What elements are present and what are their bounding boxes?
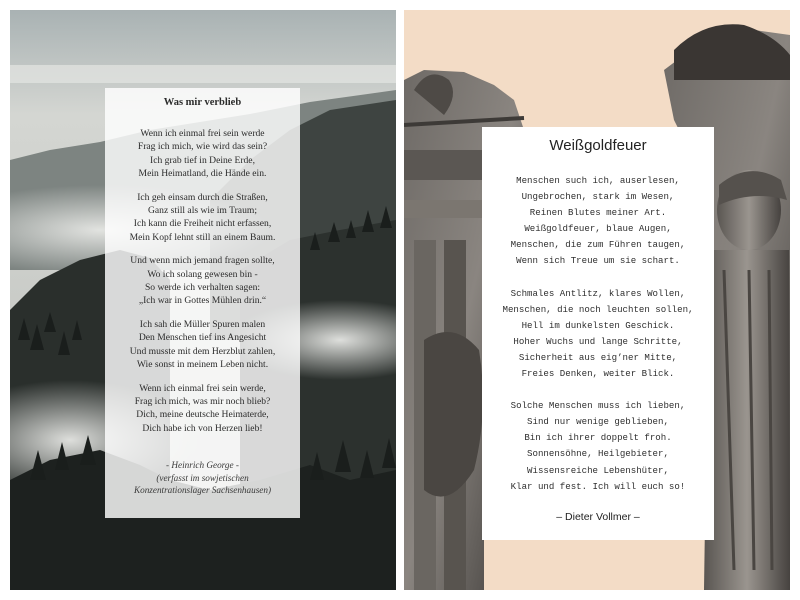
poem-line: Menschen, die noch leuchten sollen, [502,303,694,315]
poem-line: Solche Menschen muss ich lieben, [510,400,686,412]
poem-line: Menschen such ich, auserlesen, [516,175,680,186]
poem-stanza [105,318,300,372]
poem-line: Hoher Wuchs und lange Schritte, [513,335,683,347]
poem-line: Wie sonst in meinem Leben nicht. [136,359,269,371]
left-poem-title: Was mir verblieb [163,97,242,108]
poem-line: Ich grab tief in Deine Erde, [150,154,255,166]
poem-line: Sind nur wenige geblieben, [527,416,669,428]
right-poem-title: Weißgoldfeuer [549,137,647,154]
poem-stanza [105,382,300,436]
poem-stanza [482,398,714,495]
poem-stanza [482,173,714,270]
poem-line: Weißgoldfeuer, blaue Augen, [524,223,672,235]
poem-line: Sicherheit aus eig’ner Mitte, [518,351,678,363]
poem-line: „Ich war in Gottes Mühlen drin.“ [138,295,267,307]
poem-stanza [105,127,300,181]
poem-line: Wo ich solang gewesen bin - [147,268,258,280]
poem-line: Schmales Antlitz, klares Wollen, [510,287,686,299]
poem-line: Frag ich mich, was mir noch blieb? [134,395,271,407]
poem-stanza [482,286,714,383]
poem-line: Klar und fest. Ich will euch so! [510,480,686,492]
poem-line: Freies Denken, weiter Blick. [521,368,675,380]
poem-line: Ich geh einsam durch die Straßen, [137,191,268,203]
poem-line: Frag ich mich, wie wird das sein? [137,141,268,153]
right-poem-card [482,127,714,540]
poem-line: Mein Kopf lehnt still an einem Baum. [129,231,276,243]
poem-line: Hell im dunkelsten Geschick. [521,319,675,331]
right-poem-attribution: – Dieter Vollmer – [556,510,640,523]
poem-line: Wenn ich einmal frei sein werde, [139,382,266,394]
poem-line: Mein Heimatland, die Hände ein. [138,168,267,180]
poem-line: Reinen Blutes meiner Art. [529,207,667,219]
poem-line: Ich sah die Müller Spuren malen [139,318,266,330]
poem-line: Den Menschen tief ins Angesicht [138,332,267,344]
poem-line: Ungebrochen, stark im Wesen, [521,191,675,203]
attribution-line: (verfasst im sowjetischen [156,472,249,483]
poem-line: Ich kann die Freiheit nicht erfassen, [133,218,272,230]
poem-line: Dich habe ich von Herzen lieb! [142,422,263,434]
attribution-line: Konzentrationslager Sachsenhausen) [133,485,272,496]
poem-stanza [105,254,300,308]
left-poem-attribution [105,459,300,497]
poem-line: Wenn sich Treue um sie schart. [516,255,680,267]
poem-line: So werde ich verhalten sagen: [144,282,261,294]
right-poem-body [482,173,714,495]
poem-line: Und musste mit dem Herzblut zahlen, [129,345,276,357]
poem-line: Ganz still als wie im Traum; [148,205,257,217]
left-poem-card [105,88,300,518]
poem-line: Wissensreiche Lebenshüter, [527,464,669,476]
attribution-line: - Heinrich George - [166,460,239,471]
poem-line: Und wenn mich jemand fragen sollte, [130,255,275,267]
poem-line: Sonnensöhne, Heilgebieter, [527,448,669,460]
poem-line: Menschen, die zum Führen taugen, [510,239,686,251]
poem-line: Dich, meine deutsche Heimaterde, [136,409,269,421]
poem-line: Wenn ich einmal frei sein werde [140,128,265,139]
left-poster [10,10,396,590]
left-poem-body [105,127,300,435]
poem-stanza [105,191,300,245]
poem-line: Bin ich ihrer doppelt froh. [524,432,672,444]
right-poster [404,10,790,590]
